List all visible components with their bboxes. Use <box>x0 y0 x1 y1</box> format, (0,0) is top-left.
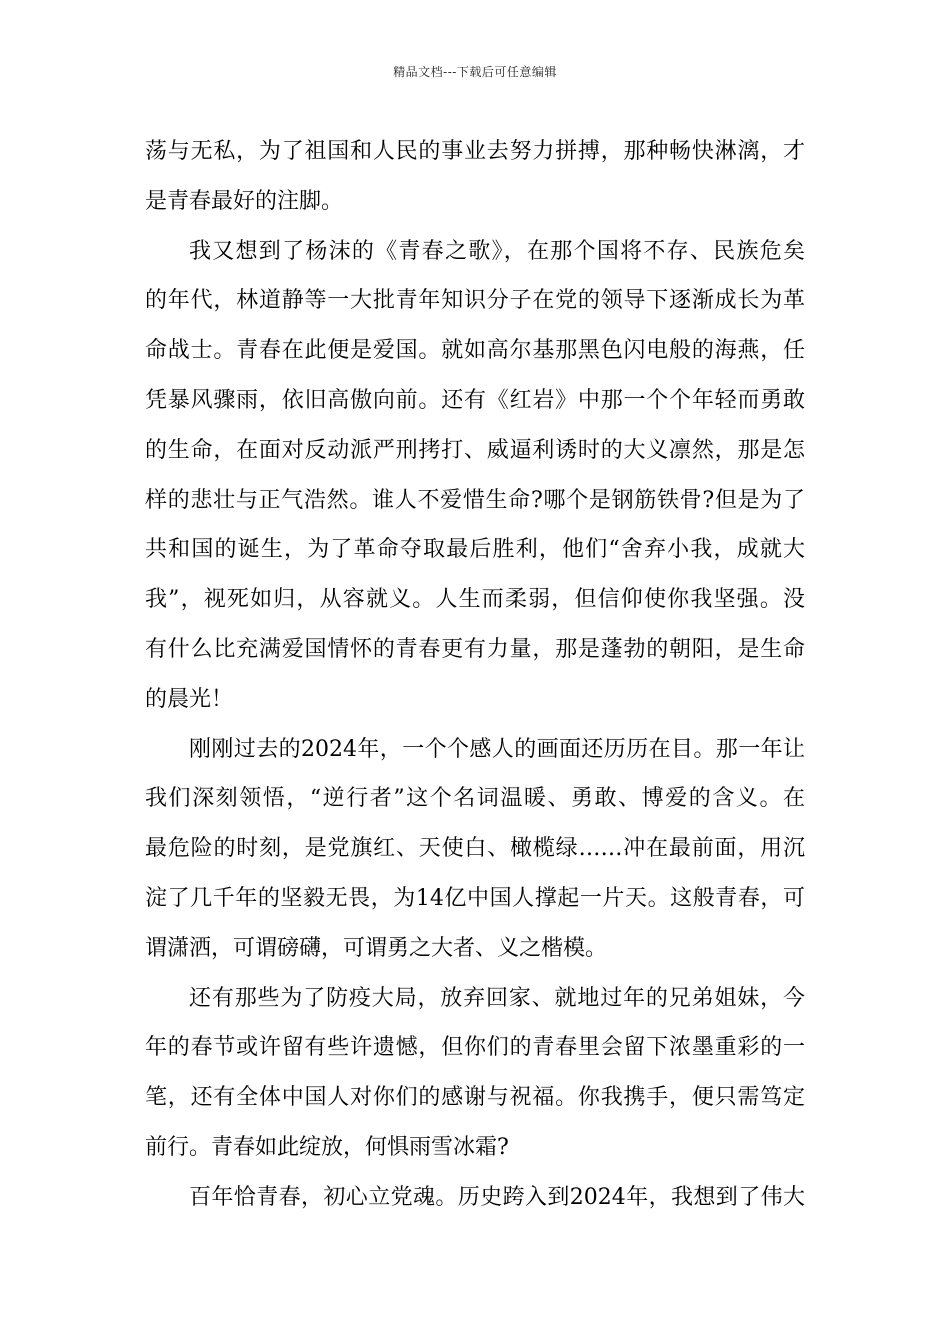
text-line: 共和国的诞生，为了革命夺取最后胜利，他们“舍弃小我，成就大 <box>145 537 805 563</box>
text-line: 有什么比充满爱国情怀的青春更有力量，那是蓬勃的朝阳，是生命 <box>145 636 805 662</box>
text-line: 前行。青春如此绽放，何惧雨雪冰霜? <box>145 1134 509 1160</box>
text-line: 还有那些为了防疫大局，放弃回家、就地过年的兄弟姐妹，今 <box>189 985 805 1011</box>
text-line: 笔，还有全体中国人对你们的感谢与祝福。你我携手，便只需笃定 <box>145 1085 805 1111</box>
text-line: 的生命，在面对反动派严刑拷打、威逼利诱时的大义凛然，那是怎 <box>145 437 805 463</box>
text-line: 我又想到了杨沫的《青春之歌》，在那个国将不存、民族危矣 <box>189 238 805 264</box>
text-line: 是青春最好的注脚。 <box>145 188 344 214</box>
text-line: 的晨光！ <box>145 686 234 712</box>
text-line: 最危险的时刻，是党旗红、天使白、橄榄绿……冲在最前面，用沉 <box>145 836 805 862</box>
text-line: 荡与无私，为了祖国和人民的事业去努力拼搏，那种畅快淋漓，才 <box>145 139 805 164</box>
text-line: 刚刚过去的2024年，一个个感人的画面还历历在目。那一年让 <box>189 736 805 762</box>
text-line: 命战士。青春在此便是爱国。就如高尔基那黑色闪电般的海燕，任 <box>145 338 805 364</box>
document-body <box>145 127 805 1223</box>
text-line: 年的春节或许留有些许遗憾，但你们的青春里会留下浓墨重彩的一 <box>145 1035 805 1061</box>
text-line: 我们深刻领悟，“逆行者”这个名词温暖、勇敢、博爱的含义。在 <box>145 786 805 812</box>
text-line: 我”，视死如归，从容就义。人生而柔弱，但信仰使你我坚强。没 <box>145 587 805 613</box>
text-line: 百年恰青春，初心立党魂。历史跨入到2024年，我想到了伟大 <box>189 1184 805 1210</box>
text-line: 样的悲壮与正气浩然。谁人不爱惜生命?哪个是钢筋铁骨?但是为了 <box>145 487 805 513</box>
text-line: 淀了几千年的坚毅无畏，为14亿中国人撑起一片天。这般青春，可 <box>145 885 805 911</box>
text-line: 的年代，林道静等一大批青年知识分子在党的领导下逐渐成长为革 <box>145 288 805 314</box>
text-line: 谓潇洒，可谓磅礴，可谓勇之大者、义之楷模。 <box>145 935 608 961</box>
text-line: 凭暴风骤雨，依旧高傲向前。还有《红岩》中那一个个年轻而勇敢 <box>145 387 805 413</box>
page-header: 精品文档---下载后可任意编辑 <box>393 65 557 79</box>
